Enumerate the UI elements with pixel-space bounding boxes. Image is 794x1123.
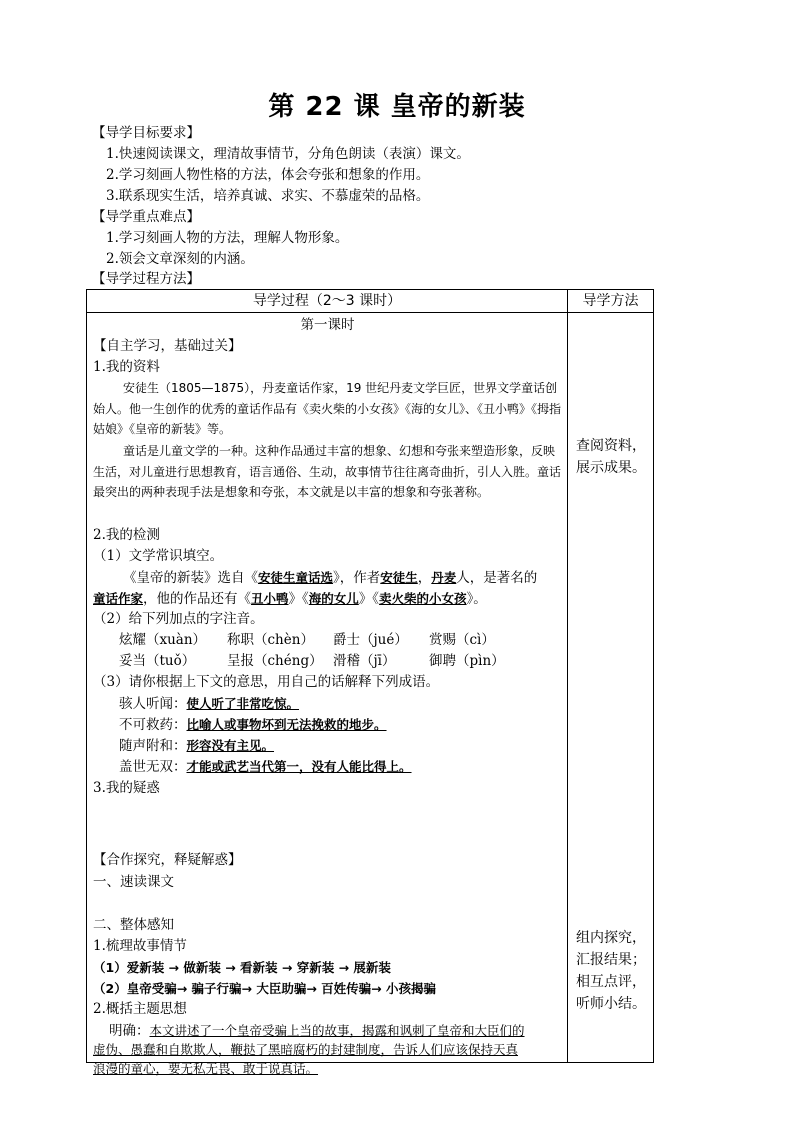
question-1: （1）文学常识填空。 [93,548,224,564]
process-heading: 【导学过程方法】 [92,271,200,287]
coop-heading: 【合作探究，释疑解惑】 [93,852,242,868]
my-material-heading: 1.我的资料 [93,359,160,375]
theme-text: 本文讲述了一个皇帝受骗上当的故事，揭露和讽刺了皇帝和大臣们的 [149,1023,525,1038]
my-doubt-heading: 3.我的疑惑 [93,780,160,796]
theme-line-3: 浪漫的童心，要无私无畏、敢于说真话。 [93,1061,319,1076]
pinyin-item: 御聘（pìn） [429,653,505,669]
col-header-method: 导学方法 [568,290,654,313]
idiom-answer: 比喻人或事物坏到无法挽救的地步。 [186,717,387,732]
pinyin-item: 称职（chèn） [227,632,314,648]
pinyin-item: 呈报（chéng） [227,653,323,669]
idiom-term: 盖世无双： [119,759,187,775]
process-table [86,289,654,1076]
fill-text: 》《 [288,591,309,607]
question-2: （2）给下列加点的字注音。 [93,611,264,627]
method-cell [568,313,654,1063]
process-cell [87,313,568,1076]
fill-text: ，他的作品还有《 [143,591,252,607]
theme-line-1 [109,1021,525,1041]
lesson-label: 第一课时 [300,317,355,333]
idiom-row [119,694,299,714]
fill-answer: 卖火柴的小女孩 [379,591,467,606]
key-points-heading: 【导学重点难点】 [92,209,200,225]
idiom-answer: 形容没有主见。 [186,738,275,753]
idiom-term: 不可救药： [119,717,187,733]
fill-answer: 安徒生童话选 [258,570,334,585]
bio-paragraph: 安徒生（1805—1875），丹麦童话作家，19 世纪丹麦文学巨匠，世界文学童话创始人。他一生创作的优秀的童话作品有《卖火柴的小女孩》《海的女儿》、《丑小鸭》《拇指姑娘》《皇帝的新装》等。 [93,381,562,436]
self-study-heading: 【自主学习，基础过关】 [93,338,242,354]
theme-line-2: 虚伪、愚蠢和自欺欺人，鞭挞了黑暗腐朽的封建制度，告诉人们应该保持天真 [93,1042,519,1057]
literature-fill-line-2 [93,589,487,609]
my-check-heading: 2.我的检测 [93,527,160,543]
theme-heading: 2.概括主题思想 [93,1001,187,1017]
plot-line-2: （2）皇帝受骗→ 骗子行骗→ 大臣助骗→ 百姓传骗→ 小孩揭骗 [93,981,437,996]
fill-text: 》，作者 [333,570,381,586]
question-3: （3）请你根据上下文的意思，用自己的话解释下列成语。 [93,674,440,690]
idiom-row [119,715,387,735]
method-research: 查阅资料，展示成果。 [576,438,646,476]
goal-item: 1.快速阅读课文，理清故事情节，分角色朗读（表演）课文。 [106,146,470,162]
idiom-term: 骇人听闻： [119,696,187,712]
goal-item: 2.学习刻画人物性格的方法，体会夸张和想象的作用。 [106,167,430,183]
fill-answer: 丑小鸭 [251,591,289,606]
part-2-heading: 二、整体感知 [93,917,174,933]
pinyin-item: 炫耀（xuàn） [119,632,207,648]
theme-label: 明确： [109,1023,150,1039]
fill-text: 《皇帝的新装》选自《 [123,570,258,586]
idiom-term: 随声附和： [119,738,187,754]
idiom-answer: 使人听了非常吃惊。 [186,696,300,711]
method-group: 组内探究，汇报结果；相互点评，听师小结。 [576,930,646,1012]
col-header-process: 导学过程（2～3 课时） [87,290,568,313]
idiom-answer: 才能或武艺当代第一，没有人能比得上。 [186,759,412,774]
fill-text: 人，是著名的 [456,570,538,586]
part-1-heading: 一、速读课文 [93,874,174,890]
fill-answer: 丹麦 [431,570,457,585]
pinyin-item: 滑稽（jī） [333,653,396,669]
key-point-item: 1.学习刻画人物的方法，理解人物形象。 [106,230,349,246]
plot-heading: 1.梳理故事情节 [93,938,187,954]
fill-answer: 海的女儿 [308,591,359,606]
key-point-item: 2.领会文章深刻的内涵。 [106,251,254,267]
fill-text: ， [417,570,432,586]
pinyin-item: 赏赐（cì） [429,632,495,648]
page-title: 第 22 课 皇帝的新装 [268,92,526,122]
fill-answer: 安徒生 [380,570,418,585]
fairy-tale-paragraph: 童话是儿童文学的一种。这种作品通过丰富的想象、幻想和夸张来塑造形象，反映生活，对儿童进行思想教育，语言通俗、生动，故事情节往往离奇曲折，引人入胜。童话最突出的两种表现手法是想象和夸张，本文就是以丰富的想象和夸张著称。 [93,444,562,499]
idiom-row [119,757,412,777]
pinyin-item: 妥当（tuǒ） [119,653,196,669]
fill-text: 》。 [466,591,487,607]
pinyin-item: 爵士（jué） [333,632,408,648]
idiom-row [119,736,274,756]
fill-text: 》《 [358,591,380,607]
plot-line-1: （1）爱新装 → 做新装 → 看新装 → 穿新装 → 展新装 [93,960,391,975]
goals-heading: 【导学目标要求】 [92,125,200,141]
fill-answer: 童话作家 [93,591,144,606]
goal-item: 3.联系现实生活，培养真诚、求实、不慕虚荣的品格。 [106,188,430,204]
literature-fill-line-1 [123,568,537,588]
